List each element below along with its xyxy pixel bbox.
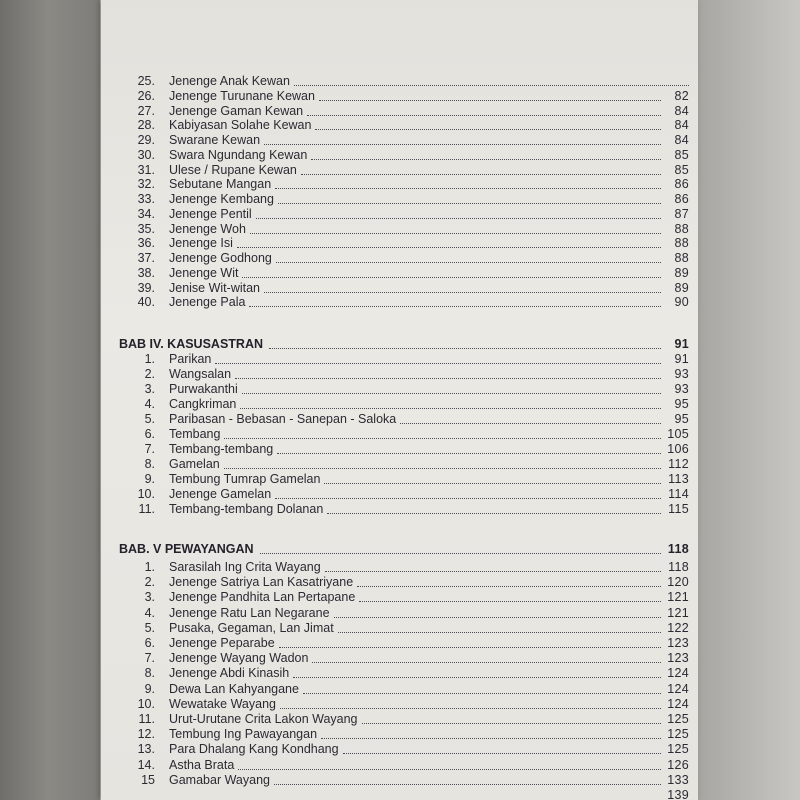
dot-leader	[278, 201, 661, 204]
entry-page-number: 133	[667, 772, 689, 787]
toc-entry	[119, 472, 689, 486]
dot-leader	[260, 551, 661, 554]
toc-entry	[119, 148, 689, 162]
entry-number: 30.	[137, 147, 155, 162]
dot-leader	[324, 481, 661, 484]
entry-number: 5.	[144, 412, 155, 426]
dot-leader	[293, 675, 661, 678]
entry-number: 37.	[137, 251, 155, 265]
dot-leader	[307, 113, 661, 116]
dot-leader	[338, 630, 661, 633]
entry-page-number: 123	[667, 636, 689, 650]
entry-number: 31.	[137, 162, 155, 177]
chapter-heading	[119, 337, 689, 351]
dot-leader	[279, 645, 661, 648]
toc-entry	[119, 281, 689, 295]
entry-number: 35.	[137, 221, 155, 236]
entry-title: Jenenge Gaman Kewan	[169, 103, 304, 118]
toc-entry	[119, 502, 689, 516]
entry-title: Tembang	[169, 427, 221, 441]
entry-number: 1.	[144, 352, 155, 366]
dot-leader	[359, 599, 661, 602]
dot-leader	[334, 615, 661, 618]
entry-page-number: 106	[667, 442, 689, 456]
entry-title: Ulese / Rupane Kewan	[169, 162, 297, 177]
entry-number: 36.	[137, 236, 155, 251]
entry-page-number: 113	[668, 472, 689, 486]
entry-number: 12.	[137, 727, 155, 742]
entry-number: 2.	[144, 367, 155, 381]
toc-entry	[119, 773, 689, 787]
entry-title: Paribasan - Bebasan - Sanepan - Saloka	[169, 412, 397, 426]
entry-number: 7.	[144, 651, 155, 666]
entry-title: Jenenge Gamelan	[169, 487, 272, 501]
dot-leader	[238, 767, 661, 770]
entry-page-number: 90	[674, 295, 689, 310]
entry-title: Wewatake Wayang	[169, 696, 276, 711]
toc-entry	[119, 236, 689, 250]
toc-entry	[119, 163, 689, 177]
dot-leader	[277, 451, 661, 454]
entry-title: Jenenge Isi	[169, 236, 233, 251]
entry-page-number: 95	[674, 412, 689, 426]
entry-page-number: 87	[674, 206, 689, 221]
toc-entry	[119, 207, 689, 221]
entry-page-number: 84	[674, 133, 689, 147]
entry-title: Cangkriman	[169, 397, 237, 411]
toc-entry	[119, 575, 689, 589]
toc-entry	[119, 457, 689, 471]
dot-leader	[294, 83, 689, 86]
entry-title: Swara Ngundang Kewan	[169, 147, 308, 162]
entry-number: 6.	[144, 427, 155, 441]
toc-entry	[119, 89, 689, 103]
entry-title: Pusaka, Gegaman, Lan Jimat	[169, 620, 334, 635]
entry-page-number: 139	[667, 788, 689, 800]
entry-number: 3.	[144, 382, 155, 396]
entry-title: Jenenge Turunane Kewan	[169, 88, 315, 103]
entry-title: Para Dhalang Kang Kondhang	[169, 742, 339, 757]
entry-page-number: 82	[674, 88, 689, 103]
dot-leader	[275, 496, 661, 499]
entry-number: 2.	[144, 575, 155, 590]
entry-page-number: 85	[674, 162, 689, 177]
dot-leader	[240, 406, 661, 409]
entry-number: 4.	[144, 397, 155, 411]
toc-entry	[119, 606, 689, 620]
entry-page-number: 123	[667, 651, 689, 666]
dot-leader	[256, 216, 661, 219]
dot-leader	[264, 142, 661, 145]
entry-number: 7.	[144, 442, 155, 456]
entry-number: 14.	[137, 757, 155, 772]
entry-number: 9.	[144, 472, 155, 486]
entry-title: Astha Brata	[169, 757, 235, 772]
entry-title: Swarane Kewan	[169, 133, 261, 147]
entry-title: Jenenge Kembang	[169, 192, 274, 206]
dot-leader	[276, 260, 661, 263]
toc-entry	[119, 788, 689, 800]
toc-entry	[119, 266, 689, 280]
entry-page-number: 86	[674, 177, 689, 192]
entry-number: 13.	[137, 742, 155, 757]
entry-title: Jenenge Pala	[169, 295, 246, 310]
toc-entry	[119, 74, 689, 88]
toc-entry	[119, 118, 689, 132]
dot-leader	[315, 127, 661, 130]
entry-page-number: 121	[667, 605, 689, 620]
entry-page-number: 125	[667, 712, 689, 726]
entry-number: 33.	[137, 192, 155, 206]
entry-page-number: 124	[667, 696, 689, 711]
dot-leader	[319, 98, 661, 101]
toc-entry	[119, 742, 689, 756]
toc-entry	[119, 367, 689, 381]
dot-leader	[357, 584, 661, 587]
entry-title: Jenenge Godhong	[169, 251, 272, 265]
entry-number: 11.	[138, 712, 155, 726]
dot-leader	[237, 245, 661, 248]
dot-leader	[343, 751, 661, 754]
entry-number: 8.	[144, 457, 155, 471]
entry-page-number: 86	[674, 192, 689, 206]
chapter-page-number: 91	[674, 337, 689, 351]
entry-title: Jenenge Wayang Wadon	[169, 651, 309, 666]
dot-leader	[362, 721, 661, 724]
toc-entry	[119, 251, 689, 265]
entry-title: Jenenge Satriya Lan Kasatriyane	[169, 575, 354, 590]
dot-leader	[301, 172, 661, 175]
entry-number: 4.	[144, 605, 155, 620]
entry-number: 26.	[137, 88, 155, 103]
toc-entry	[119, 352, 689, 366]
dot-leader	[269, 346, 661, 349]
entry-page-number: 93	[674, 382, 689, 396]
toc-entry	[119, 712, 689, 726]
entry-page-number: 120	[667, 575, 689, 590]
toc-entry	[119, 222, 689, 236]
toc-entry	[119, 697, 689, 711]
entry-number: 38.	[137, 265, 155, 280]
dot-leader	[312, 660, 661, 663]
entry-number: 3.	[144, 590, 155, 605]
entry-page-number: 125	[667, 727, 689, 742]
entry-title: Jenenge Anak Kewan	[169, 74, 290, 88]
entry-page-number: 85	[674, 147, 689, 162]
entry-page-number: 125	[667, 742, 689, 757]
entry-page-number: 88	[674, 221, 689, 236]
entry-title: Jenenge Pandhita Lan Pertapane	[169, 590, 356, 605]
toc-entry	[119, 727, 689, 741]
entry-title: Purwakanthi	[169, 382, 238, 396]
entry-page-number: 89	[674, 280, 689, 295]
toc-entry	[119, 590, 689, 604]
entry-number: 40.	[137, 295, 155, 310]
toc-entry	[119, 666, 689, 680]
entry-title: Jenenge Pentil	[169, 206, 252, 221]
entry-page-number: 121	[667, 590, 689, 605]
entry-number: 29.	[137, 133, 155, 147]
entry-number: 5.	[144, 620, 155, 635]
entry-number: 34.	[137, 206, 155, 221]
entry-number: 10.	[137, 487, 155, 501]
toc-entry	[119, 682, 689, 696]
entry-page-number: 122	[667, 620, 689, 635]
toc-entry	[119, 104, 689, 118]
entry-number: 11.	[138, 502, 155, 516]
entry-title: Urut-Urutane Crita Lakon Wayang	[169, 712, 358, 726]
toc-entry	[119, 560, 689, 574]
entry-page-number: 88	[674, 236, 689, 251]
entry-page-number: 89	[674, 265, 689, 280]
entry-page-number: 95	[674, 397, 689, 411]
entry-title: Tembung Ing Pawayangan	[169, 727, 318, 742]
dot-leader	[274, 782, 661, 785]
dot-leader	[275, 186, 661, 189]
book-page	[101, 0, 698, 800]
toc-entry	[119, 758, 689, 772]
entry-number: 27.	[137, 103, 155, 118]
entry-page-number: 118	[668, 560, 689, 574]
toc-entry	[119, 636, 689, 650]
dot-leader	[224, 436, 661, 439]
entry-title: Gamabar Wayang	[169, 772, 270, 787]
entry-number: 9.	[144, 681, 155, 696]
dot-leader	[280, 706, 661, 709]
dot-leader	[224, 466, 661, 469]
dot-leader	[321, 736, 661, 739]
entry-title: Jenenge Peparabe	[169, 636, 275, 650]
dot-leader	[325, 569, 661, 572]
toc-entry	[119, 427, 689, 441]
toc-entry	[119, 487, 689, 501]
entry-title: Wangsalan	[169, 367, 232, 381]
entry-title: Dewa Lan Kahyangane	[169, 681, 299, 696]
dot-leader	[327, 511, 661, 514]
entry-title: Tembang-tembang Dolanan	[169, 502, 324, 516]
entry-number: 25.	[137, 74, 155, 88]
dot-leader	[249, 304, 661, 307]
chapter-page-number: 118	[667, 542, 689, 556]
entry-page-number: 91	[674, 352, 689, 366]
entry-title: Jenenge Wit	[169, 265, 239, 280]
toc-entry	[119, 382, 689, 396]
entry-page-number: 84	[674, 118, 689, 133]
chapter-heading	[119, 542, 689, 556]
entry-title: Jenenge Woh	[169, 221, 246, 236]
entry-title: Gamelan	[169, 457, 220, 471]
entry-page-number: 93	[674, 367, 689, 381]
table-of-contents	[101, 0, 698, 800]
entry-title: Kabiyasan Solahe Kewan	[169, 118, 312, 133]
toc-entry	[119, 397, 689, 411]
entry-number: 32.	[137, 177, 155, 192]
toc-entry	[119, 295, 689, 309]
entry-number: 15	[141, 772, 155, 787]
entry-page-number: 126	[667, 757, 689, 772]
entry-page-number: 114	[668, 487, 689, 501]
entry-title: Jenenge Ratu Lan Negarane	[169, 605, 330, 620]
entry-page-number: 124	[667, 681, 689, 696]
entry-title: Tembang-tembang	[169, 442, 274, 456]
chapter-title: BAB IV. KASUSASTRAN	[119, 337, 264, 351]
entry-number: 1.	[144, 560, 155, 574]
entry-number: 39.	[137, 280, 155, 295]
dot-leader	[235, 376, 661, 379]
entry-title: Parikan	[169, 352, 212, 366]
entry-title: Jenise Wit-witan	[169, 280, 260, 295]
entry-title: Jenenge Abdi Kinasih	[169, 666, 290, 681]
entry-title: Sebutane Mangan	[169, 177, 272, 192]
entry-page-number: 105	[667, 427, 689, 441]
dot-leader	[303, 691, 661, 694]
toc-entry	[119, 133, 689, 147]
dot-leader	[242, 275, 661, 278]
toc-entry	[119, 177, 689, 191]
toc-entry	[119, 412, 689, 426]
dot-leader	[264, 290, 661, 293]
dot-leader	[400, 421, 661, 424]
chapter-title: BAB. V PEWAYANGAN	[119, 542, 254, 556]
entry-page-number: 84	[674, 103, 689, 118]
toc-entry	[119, 621, 689, 635]
dot-leader	[250, 231, 661, 234]
dot-leader	[242, 391, 661, 394]
entry-page-number: 115	[668, 502, 689, 516]
dot-leader	[215, 361, 661, 364]
toc-entry	[119, 651, 689, 665]
entry-page-number: 112	[668, 457, 689, 471]
toc-entry	[119, 442, 689, 456]
entry-number: 28.	[137, 118, 155, 133]
entry-number: 6.	[144, 636, 155, 650]
entry-title: Sarasilah Ing Crita Wayang	[169, 560, 321, 574]
entry-number: 10.	[137, 696, 155, 711]
entry-title: Tembung Tumrap Gamelan	[169, 472, 321, 486]
entry-page-number: 124	[667, 666, 689, 681]
toc-entry	[119, 192, 689, 206]
entry-number: 8.	[144, 666, 155, 681]
entry-page-number: 88	[674, 251, 689, 265]
dot-leader	[311, 157, 661, 160]
